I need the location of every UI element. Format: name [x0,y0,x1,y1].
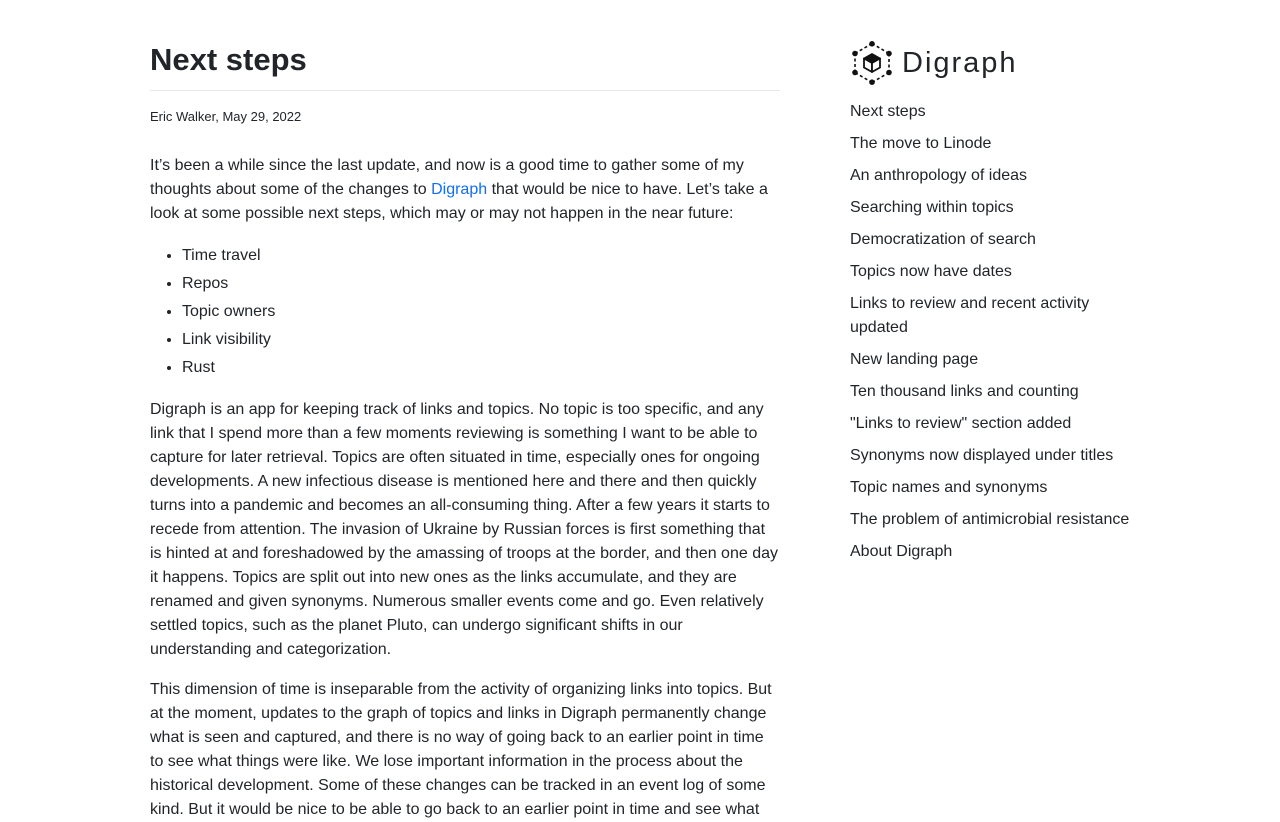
sidebar-item-topics-have-dates[interactable]: Topics now have dates [850,263,1012,280]
brand-name: Digraph [902,47,1018,79]
intro-text-after: that would be nice to have. Let’s take a look at some possible next steps, which may or may not happen in the near future: [150,181,768,222]
sidebar-item-ten-thousand-links[interactable]: Ten thousand links and counting [850,383,1079,400]
sidebar-item-new-landing-page[interactable]: New landing page [850,351,979,368]
sidebar-item-move-to-linode[interactable]: The move to Linode [850,135,992,152]
sidebar-item-antimicrobial-resistance[interactable]: The problem of antimicrobial resistance [850,511,1130,528]
list-item-topic-owners: • Topic owners [182,298,780,326]
sidebar-item-searching-within-topics[interactable]: Searching within topics [850,199,1014,216]
list-item-time-travel: • Time travel [182,242,780,270]
page-title: Next steps [150,0,780,91]
sidebar-item-anthropology-of-ideas[interactable]: An anthropology of ideas [850,167,1028,184]
sidebar-item-links-to-review-updated[interactable]: Links to review and recent activity updated [850,295,1090,336]
brand-link[interactable] [850,41,1018,85]
sidebar-item-links-to-review-added[interactable]: "Links to review" section added [850,415,1072,432]
list-item-rust: • Rust [182,354,780,382]
list-item-repos: • Repos [182,270,780,298]
sidebar-item-about-digraph[interactable]: About Digraph [850,543,953,560]
sidebar-item-next-steps[interactable]: Next steps [850,103,926,120]
sidebar-item-democratization-of-search[interactable]: Democratization of search [850,231,1036,248]
body-paragraph-2: Digraph is an app for keeping track of links and topics. No topic is too specific, and any link that I spend more than a few moments reviewing is something I want to be able to capture for later retrieval. Topics are often situated in time, especially ones for ongoing developments. A new infectious disease is mentioned here and there and then quickly turns into a pandemic and becomes an all-consuming thing. After a few years it starts to recede from attention. The invasion of Ukraine by Russian forces is first something that is hinted at and foreshadowed by the amassing of troops at the border, and then one day it happens. Topics are split out into new ones as the links accumulate, and they are renamed and given synonyms. Numerous smaller events come and go. Even relatively settled topics, such as the planet Pluto, can undergo significant shifts in our understanding and categorization. [150,401,778,658]
post-byline: Eric Walker, May 29, 2022 [150,109,302,124]
intro-paragraph [150,154,780,226]
post-main [150,0,780,822]
sidebar-nav [850,100,1150,572]
next-steps-list [150,242,780,382]
sidebar-item-topic-names-synonyms[interactable]: Topic names and synonyms [850,479,1048,496]
body-paragraph-3: This dimension of time is inseparable from the activity of organizing links into topics. But at the moment, updates to the graph of topics and links in Digraph permanently change what is seen and captured, and there is no way of going back to an earlier point in time to see what things were like. We lose important information in the process about the historical development. Some of these changes can be tracked in an event log of some kind. But it would be nice to be able to go back to an earlier point in time and see what [150,681,772,818]
intro-text-before: It’s been a while since the last update, and now is a good time to gather some of my thoughts about some of the changes to [150,157,744,198]
digraph-link[interactable]: Digraph [431,181,488,198]
sidebar-item-synonyms-under-titles[interactable]: Synonyms now displayed under titles [850,447,1114,464]
digraph-logo-icon [850,41,894,85]
list-item-link-visibility: • Link visibility [182,326,780,354]
